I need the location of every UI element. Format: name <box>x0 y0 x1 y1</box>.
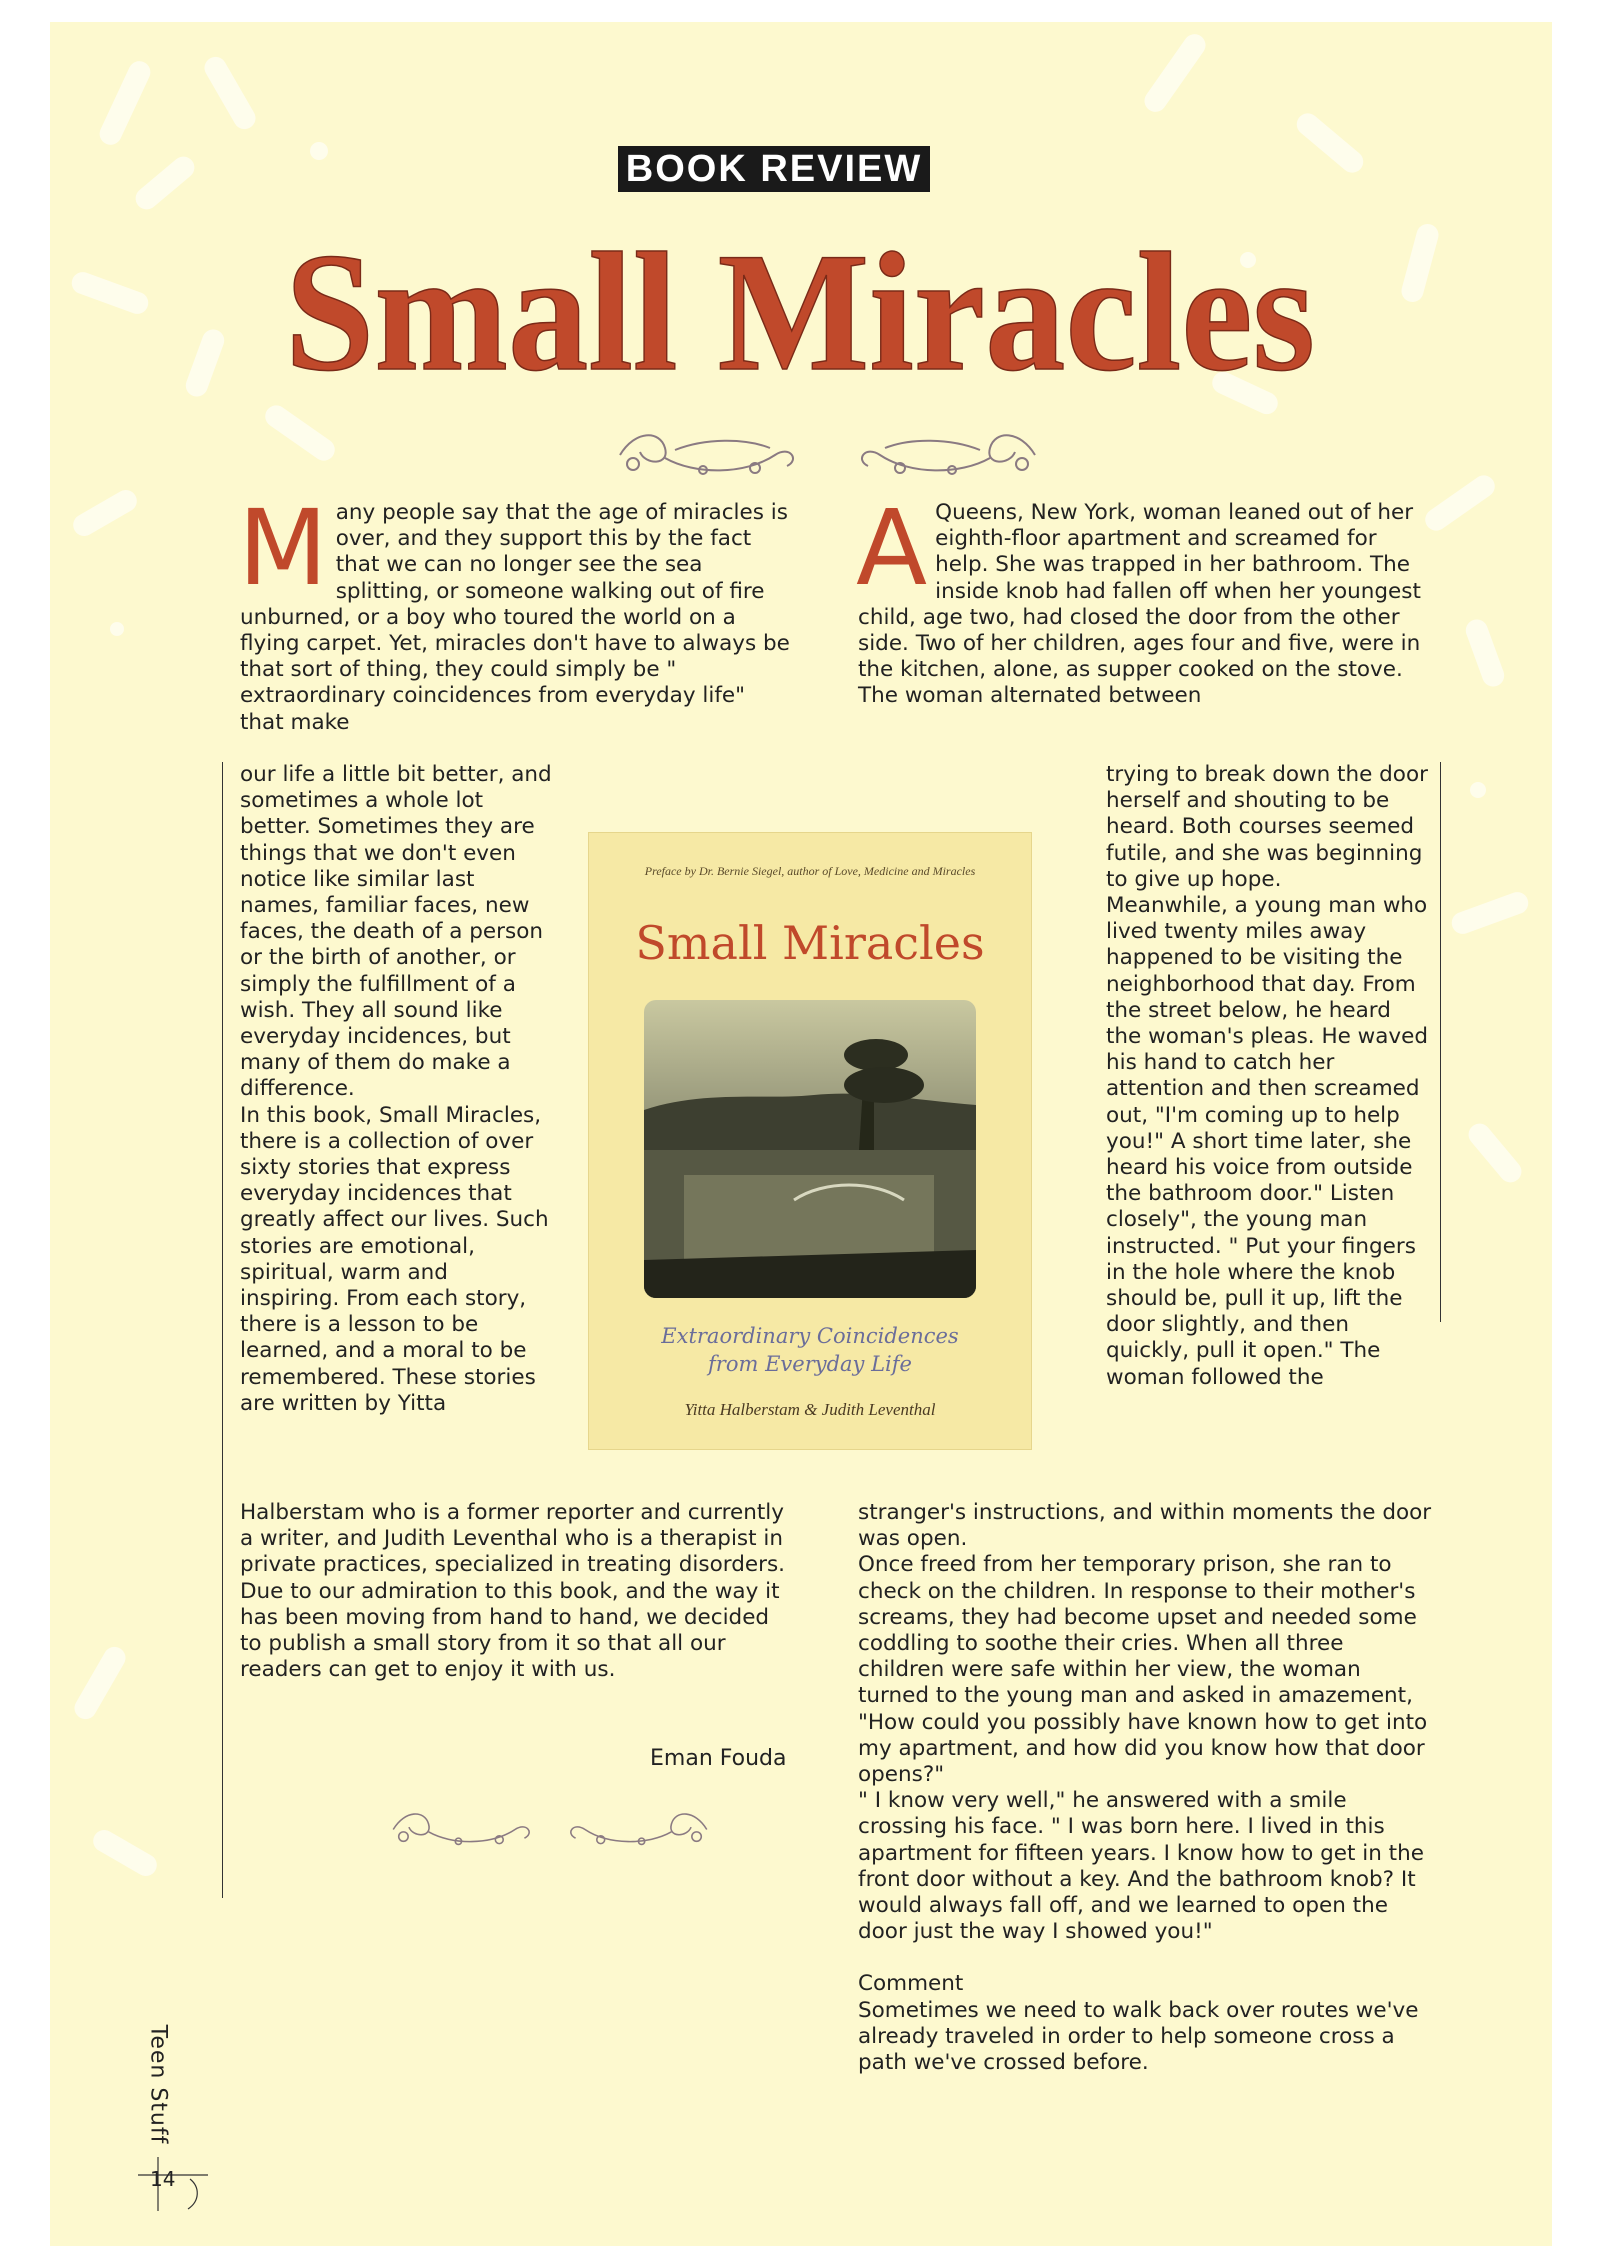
background-stroke <box>1463 616 1508 689</box>
right-column-top <box>856 487 1433 710</box>
article-title-text: Small Miracles <box>285 218 1315 392</box>
section-kicker: BOOK REVIEW <box>618 146 930 192</box>
left-column-bottom <box>240 1500 795 1683</box>
article-author: Eman Fouda <box>650 1746 787 1771</box>
cover-subtitle-line: Extraordinary Coincidences <box>661 1324 959 1348</box>
background-dot <box>310 142 328 160</box>
background-stroke <box>131 152 199 214</box>
paragraph: Once freed from her temporary prison, she ran to check on the children. In response to their mother's screams, they had become upset and needed some coddling to soothe their cries. When all three children were safe within her view, the woman turned to the young man and asked in amazement, "How could you possibly have known how to get into my apartment, and how did you know how that door opens?" <box>858 1552 1428 1788</box>
cover-title: Small Miracles <box>635 916 985 970</box>
background-stroke <box>96 58 154 149</box>
paragraph: Queens, New York, woman leaned out of her eighth-floor apartment and screamed for help. She was trapped in her bathroom. The inside knob had fallen off when her youngest child, age two, had closed the door from the other side. Two of her children, ages four and five, were in the kitchen, alone, as supper cooked on the stove. The woman alternated between <box>858 500 1421 709</box>
paragraph: Due to our admiration to this book, and the way it has been moving from hand to hand, we decided to publish a small story from it so that all our readers can get to enjoy it with us. <box>240 1578 780 1683</box>
background-stroke <box>1399 222 1441 305</box>
column-rule <box>1440 762 1441 1322</box>
left-column-narrow <box>240 762 552 1417</box>
background-stroke <box>69 486 141 540</box>
paragraph: Meanwhile, a young man who lived twenty miles away happened to be visiting the neighborhood that day. From the street below, he heard the woman's pleas. He waved his hand to catch her attention and then screamed out, "I'm coming up to help you!" A short time later, she heard his voice from outside the bathroom door." Listen closely", the young man instructed. " Put your fingers in the hole where the knob should be, pull it up, lift the door slightly, and then quickly, pull it open." The woman followed the <box>1106 893 1429 1390</box>
right-column-bottom <box>858 1500 1433 2076</box>
background-stroke <box>1449 889 1532 937</box>
cover-preface: Preface by Dr. Bernie Siegel, author of Love, Medicine and Miracles <box>644 864 976 878</box>
comment-text: Sometimes we need to walk back over routes we've already traveled in order to help someone cross a path we've crossed before. <box>858 1997 1419 2076</box>
drop-cap: M <box>238 487 328 609</box>
background-stroke <box>200 53 259 133</box>
flourish-ornament <box>380 1802 540 1857</box>
cover-photo <box>644 1000 976 1298</box>
flourish-ornament <box>850 420 1050 490</box>
background-stroke <box>183 326 228 399</box>
paragraph: stranger's instructions, and within moments the door was open. <box>858 1500 1432 1552</box>
background-dot <box>110 622 124 636</box>
column-rule <box>222 762 223 1898</box>
paragraph: our life a little bit better, and sometimes a whole lot better. Sometimes they are things that we don't even notice like similar last names, familiar faces, new faces, the death of a person or the birth of another, or simply the fulfillment of a wish. They all sound like everyday incidences, but many of them do make a difference. <box>240 762 552 1102</box>
paragraph: Halberstam who is a former reporter and currently a writer, and Judith Leventhal who is a therapist in private practices, specialized in treating disorders. <box>240 1500 785 1578</box>
background-dot <box>1470 782 1486 798</box>
comment-heading: Comment <box>858 1971 964 1997</box>
section-name: Teen Stuff <box>145 2024 171 2145</box>
background-stroke <box>261 401 339 465</box>
magazine-page <box>50 22 1552 2246</box>
background-stroke <box>1140 30 1210 116</box>
paragraph: any people say that the age of miracles is over, and they support this by the fact that we can no longer see the sea splitting, or someone walking out of fire unburned, or a boy who toured the world on a flying carpet. Yet, miracles don't have to always be that sort of thing, they could simply be " extraordinary coincidences from everyday life" that make <box>240 500 790 735</box>
section-tab <box>138 2002 172 2162</box>
drop-cap: A <box>856 487 928 609</box>
cover-subtitle-line: from Everyday Life <box>708 1352 912 1376</box>
background-stroke <box>1292 109 1367 177</box>
background-stroke <box>70 1643 129 1723</box>
flourish-ornament <box>560 1802 720 1857</box>
book-cover <box>588 832 1032 1450</box>
background-stroke <box>69 269 152 317</box>
paragraph: trying to break down the door herself and shouting to be heard. Both courses seemed futile, and she was beginning to give up hope. <box>1106 762 1428 892</box>
cover-authors: Yitta Halberstam & Judith Leventhal <box>684 1400 936 1419</box>
background-stroke <box>1464 1119 1526 1187</box>
left-column-top <box>238 487 795 736</box>
right-column-narrow <box>1106 762 1431 1391</box>
paragraph: In this book, Small Miracles, there is a collection of over sixty stories that express everyday incidences that greatly affect our lives. Such stories are emotional, spiritual, warm and inspiring. From each story, there is a lesson to be learned, and a moral to be remembered. These stories are written by Yitta <box>240 1102 549 1416</box>
paragraph: " I know very well," he answered with a smile crossing his face. " I was born here. I lived in this apartment for fifteen years. I know how to get in the front door without a key. And the bathroom knob? It would always fall off, and we learned to open the door just the way I showed you!" <box>858 1788 1424 1945</box>
flourish-ornament <box>605 420 805 490</box>
page-number: 14 <box>150 2167 176 2191</box>
cover-subtitle <box>588 1322 1032 1378</box>
background-stroke <box>89 1826 161 1880</box>
article-title <box>280 217 1320 392</box>
